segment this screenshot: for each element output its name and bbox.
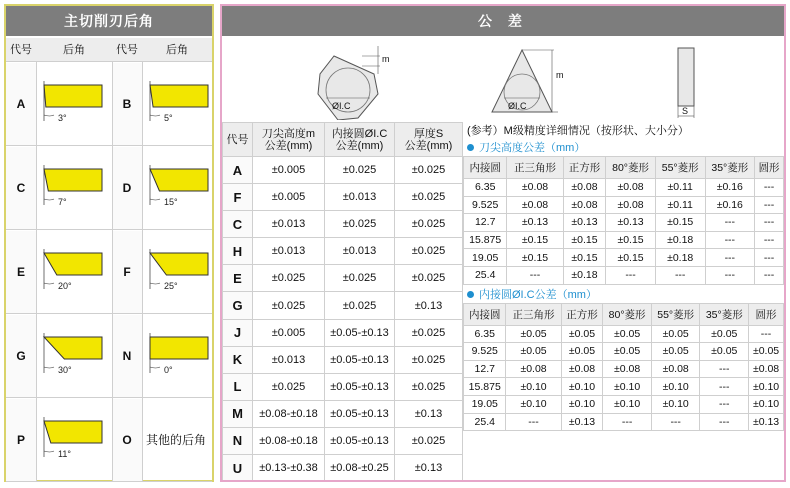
reference-row (464, 343, 784, 361)
reference-cell: --- (700, 395, 749, 413)
clearance-code: A (6, 63, 36, 145)
reference-cell: ±0.18 (563, 266, 606, 284)
clearance-diagram-right-2 (142, 231, 218, 314)
clearance-angle-title: 主切削刃后角 (6, 6, 212, 36)
reference-cell: --- (651, 413, 700, 431)
reference-cell: ±0.13 (507, 214, 563, 232)
clearance-angle-value: 3° (58, 113, 67, 123)
header-angle-2: 后角 (166, 44, 188, 56)
reference-cell: ±0.10 (506, 395, 561, 413)
reference-cell: ±0.08 (651, 360, 700, 378)
reference-cell: 9.525 (464, 196, 507, 214)
reference-cell: --- (700, 413, 749, 431)
reference-row (464, 413, 784, 431)
reference-cell: --- (755, 179, 784, 197)
tip-height-subtitle-text: 刀尖高度公差（mm） (479, 142, 586, 154)
reference-cell: 25.4 (464, 413, 506, 431)
reference-header-cell: 正三角形 (506, 303, 561, 325)
reference-cell: ±0.05 (561, 325, 603, 343)
tolerance-code-cell: J (223, 319, 253, 346)
reference-row (464, 179, 784, 197)
reference-cell: ±0.18 (655, 249, 705, 267)
tolerance-row (223, 400, 463, 427)
reference-row (464, 196, 784, 214)
diagram-m-label-1: m (382, 54, 390, 64)
clearance-code: F (112, 231, 142, 313)
reference-cell: ±0.08 (606, 196, 656, 214)
reference-cell: ±0.10 (603, 378, 652, 396)
tolerance-code-cell: F (223, 184, 253, 211)
tolerance-value-cell: ±0.025 (395, 427, 463, 454)
tolerance-value-cell: ±0.013 (325, 184, 395, 211)
reference-row (464, 266, 784, 284)
tolerance-value-cell: ±0.025 (325, 292, 395, 319)
tolerance-code-cell: E (223, 265, 253, 292)
clearance-diagram-right-3 (142, 315, 218, 398)
clearance-angle-value: 7° (58, 197, 67, 207)
reference-cell: --- (507, 266, 563, 284)
reference-cell: ±0.08 (603, 360, 652, 378)
tolerance-value-cell: ±0.013 (253, 238, 325, 265)
tolerance-value-cell: ±0.05-±0.13 (325, 319, 395, 346)
reference-header-cell: 内接圆 (464, 157, 507, 179)
tolerance-value-cell: ±0.025 (395, 184, 463, 211)
tolerance-value-cell: ±0.025 (395, 373, 463, 400)
reference-cell: 12.7 (464, 360, 506, 378)
reference-cell: --- (755, 231, 784, 249)
reference-cell: ±0.05 (603, 343, 652, 361)
reference-cell: 15.875 (464, 378, 506, 396)
reference-cell: ±0.08 (606, 179, 656, 197)
tolerance-diagrams (222, 38, 784, 120)
reference-header-cell: 内接圆 (464, 303, 506, 325)
diagram-m-label-2: m (556, 70, 564, 80)
reference-cell: 12.7 (464, 214, 507, 232)
reference-cell: ±0.11 (655, 196, 705, 214)
reference-header-cell: 80°菱形 (603, 303, 652, 325)
reference-cell: --- (700, 360, 749, 378)
reference-cell: ±0.05 (603, 325, 652, 343)
tip-height-subtitle (463, 140, 784, 156)
reference-row (464, 249, 784, 267)
reference-cell: ±0.15 (606, 249, 656, 267)
reference-cell: --- (705, 266, 755, 284)
tolerance-row (223, 319, 463, 346)
tolerance-value-cell: ±0.025 (395, 346, 463, 373)
reference-cell: ±0.08 (507, 196, 563, 214)
reference-cell: ±0.16 (705, 179, 755, 197)
reference-cell: ±0.08 (563, 179, 606, 197)
ic-subtitle (463, 287, 784, 303)
tolerance-header-cell: 内接圆ØI.C 公差(mm) (325, 123, 395, 157)
tolerance-code-cell: G (223, 292, 253, 319)
reference-cell: ±0.16 (705, 196, 755, 214)
tolerance-value-cell: ±0.025 (253, 373, 325, 400)
tip-height-table (463, 156, 784, 285)
reference-cell: --- (749, 325, 784, 343)
other-clearance-text: 其他的后角 (146, 433, 207, 447)
reference-header-cell: 55°菱形 (651, 303, 700, 325)
clearance-code: N (112, 315, 142, 397)
tolerance-value-cell: ±0.025 (325, 211, 395, 238)
reference-cell: ±0.13 (563, 214, 606, 232)
tolerance-value-cell: ±0.08-±0.25 (325, 455, 395, 482)
clearance-code: O (112, 399, 142, 481)
clearance-angle-value: 0° (164, 365, 173, 375)
reference-header-cell: 圆形 (749, 303, 784, 325)
tolerance-value-cell: ±0.025 (395, 319, 463, 346)
tolerance-row (223, 346, 463, 373)
tolerance-header-cell: 代号 (223, 123, 253, 157)
tolerance-code-cell: H (223, 238, 253, 265)
clearance-diagram-left-2 (36, 231, 112, 314)
reference-row (464, 378, 784, 396)
reference-cell: ±0.10 (749, 378, 784, 396)
reference-cell: ±0.05 (506, 325, 561, 343)
ic-subtitle-text: 内接圆ØI.C公差（mm） (479, 288, 597, 301)
reference-header-cell: 正方形 (561, 303, 603, 325)
tolerance-header-cell: 厚度S 公差(mm) (395, 123, 463, 157)
clearance-code: B (112, 63, 142, 145)
tolerance-value-cell: ±0.013 (253, 211, 325, 238)
reference-cell: ±0.15 (655, 214, 705, 232)
clearance-angle-value: 5° (164, 113, 173, 123)
clearance-code: G (6, 315, 36, 397)
triangle-insert-diagram (492, 50, 564, 112)
reference-cell: 6.35 (464, 179, 507, 197)
reference-cell: 25.4 (464, 266, 507, 284)
reference-cell: --- (705, 249, 755, 267)
ic-table (463, 303, 784, 432)
tolerance-row (223, 265, 463, 292)
tolerance-value-cell: ±0.025 (395, 211, 463, 238)
clearance-diagram-left-3 (36, 315, 112, 398)
diagram-ic-label-2: ØI.C (508, 101, 527, 111)
reference-cell: ±0.15 (563, 231, 606, 249)
clearance-angle-value: 11° (58, 449, 71, 459)
tolerance-table (222, 122, 463, 482)
reference-cell: --- (755, 196, 784, 214)
reference-header-cell: 圆形 (755, 157, 784, 179)
reference-cell: ±0.10 (651, 378, 700, 396)
reference-row (464, 395, 784, 413)
tolerance-code-cell: N (223, 427, 253, 454)
tolerance-value-cell: ±0.025 (395, 157, 463, 184)
reference-cell: 15.875 (464, 231, 507, 249)
tolerance-value-cell: ±0.005 (253, 184, 325, 211)
reference-cell: ±0.13 (749, 413, 784, 431)
reference-cell: ±0.05 (749, 343, 784, 361)
m-class-reference (463, 122, 784, 431)
reference-cell: 6.35 (464, 325, 506, 343)
tolerance-value-cell: ±0.025 (325, 157, 395, 184)
reference-header-cell: 35°菱形 (705, 157, 755, 179)
reference-cell: ±0.13 (606, 214, 656, 232)
tolerance-value-cell: ±0.025 (395, 238, 463, 265)
clearance-diagram-left-1 (36, 147, 112, 230)
reference-cell: ±0.10 (506, 378, 561, 396)
tolerance-code-cell: L (223, 373, 253, 400)
tolerance-value-cell: ±0.13-±0.38 (253, 455, 325, 482)
reference-header-cell: 55°菱形 (655, 157, 705, 179)
tolerance-row (223, 455, 463, 482)
reference-cell: ±0.05 (651, 325, 700, 343)
tolerance-panel (220, 4, 786, 482)
bullet-icon (467, 144, 474, 151)
reference-cell: --- (755, 214, 784, 232)
clearance-angle-value: 15° (164, 197, 178, 207)
tolerance-value-cell: ±0.13 (395, 400, 463, 427)
reference-title: (参考）M级精度详细情况（按形状、大小分） (467, 125, 689, 137)
tolerance-value-cell: ±0.013 (253, 346, 325, 373)
reference-cell: --- (705, 214, 755, 232)
tolerance-code-cell: A (223, 157, 253, 184)
tolerance-row (223, 292, 463, 319)
tolerance-value-cell: ±0.08-±0.18 (253, 427, 325, 454)
tolerance-code-cell: K (223, 346, 253, 373)
reference-cell: ±0.05 (700, 343, 749, 361)
tolerance-value-cell: ±0.025 (253, 292, 325, 319)
header-code: 代号 (10, 44, 32, 56)
tolerance-row (223, 238, 463, 265)
tolerance-header-cell: 刀尖高度m 公差(mm) (253, 123, 325, 157)
tolerance-value-cell: ±0.05-±0.13 (325, 427, 395, 454)
reference-cell: --- (755, 266, 784, 284)
reference-cell: ±0.15 (563, 249, 606, 267)
reference-cell: ±0.08 (561, 360, 603, 378)
reference-cell: ±0.13 (561, 413, 603, 431)
reference-cell: --- (700, 378, 749, 396)
tolerance-value-cell: ±0.13 (395, 455, 463, 482)
tolerance-row (223, 427, 463, 454)
clearance-diagram-right-0 (142, 63, 218, 146)
tolerance-value-cell: ±0.05-±0.13 (325, 373, 395, 400)
clearance-code: P (6, 399, 36, 481)
reference-cell: ±0.05 (506, 343, 561, 361)
reference-header-cell: 35°菱形 (700, 303, 749, 325)
clearance-code: E (6, 231, 36, 313)
reference-cell: ±0.18 (655, 231, 705, 249)
reference-cell: 19.05 (464, 249, 507, 267)
tolerance-value-cell: ±0.025 (395, 265, 463, 292)
reference-header-cell: 80°菱形 (606, 157, 656, 179)
clearance-angle-value: 30° (58, 365, 72, 375)
tolerance-value-cell: ±0.13 (395, 292, 463, 319)
tolerance-value-cell: ±0.025 (253, 265, 325, 292)
diagram-s-label: S (682, 106, 689, 116)
tolerance-value-cell: ±0.05-±0.13 (325, 346, 395, 373)
tolerance-row (223, 184, 463, 211)
reference-cell: --- (705, 231, 755, 249)
reference-cell: --- (655, 266, 705, 284)
tolerance-value-cell: ±0.05-±0.13 (325, 400, 395, 427)
reference-cell: 9.525 (464, 343, 506, 361)
bullet-icon (467, 291, 474, 298)
tolerance-value-cell: ±0.005 (253, 319, 325, 346)
clearance-diagram-right-1 (142, 147, 218, 230)
clearance-angle-value: 20° (58, 281, 72, 291)
tolerance-row (223, 157, 463, 184)
tolerance-value-cell: ±0.013 (325, 238, 395, 265)
clearance-diagram-left-0 (36, 63, 112, 146)
tolerance-title: 公 差 (222, 6, 784, 36)
header-code-2: 代号 (116, 44, 138, 56)
reference-cell: ±0.10 (651, 395, 700, 413)
reference-header-cell: 正三角形 (507, 157, 563, 179)
reference-cell: ±0.05 (651, 343, 700, 361)
tolerance-row (223, 211, 463, 238)
reference-cell: --- (603, 413, 652, 431)
reference-cell: ±0.05 (700, 325, 749, 343)
reference-cell: ±0.15 (507, 249, 563, 267)
reference-cell: ±0.15 (507, 231, 563, 249)
tolerance-value-cell: ±0.005 (253, 157, 325, 184)
reference-cell: ±0.08 (507, 179, 563, 197)
header-angle: 后角 (63, 44, 85, 56)
reference-cell: ±0.05 (561, 343, 603, 361)
reference-cell: ±0.11 (655, 179, 705, 197)
clearance-angle-value: 25° (164, 281, 178, 291)
reference-cell: --- (606, 266, 656, 284)
reference-cell: ±0.15 (606, 231, 656, 249)
reference-cell: ±0.08 (749, 360, 784, 378)
tolerance-diagram-svg (222, 38, 784, 120)
diagram-ic-label-1: ØI.C (332, 101, 351, 111)
tolerance-value-cell: ±0.025 (325, 265, 395, 292)
reference-cell: --- (755, 249, 784, 267)
tolerance-value-cell: ±0.08-±0.18 (253, 400, 325, 427)
reference-cell: ±0.10 (603, 395, 652, 413)
tolerance-row (223, 373, 463, 400)
clearance-diagram-left-4 (36, 399, 112, 482)
reference-row (464, 325, 784, 343)
reference-cell: ±0.08 (563, 196, 606, 214)
reference-cell: ±0.08 (506, 360, 561, 378)
reference-cell: ±0.10 (749, 395, 784, 413)
trigon-insert-diagram (318, 46, 390, 120)
clearance-code: D (112, 147, 142, 229)
reference-cell: --- (506, 413, 561, 431)
clearance-angle-header (6, 38, 212, 62)
thickness-diagram (678, 48, 694, 118)
clearance-angle-panel (4, 4, 214, 482)
reference-row (464, 214, 784, 232)
reference-header-cell: 正方形 (563, 157, 606, 179)
reference-cell: ±0.10 (561, 395, 603, 413)
tolerance-code-cell: U (223, 455, 253, 482)
reference-row (464, 360, 784, 378)
reference-cell: 19.05 (464, 395, 506, 413)
tolerance-code-cell: M (223, 400, 253, 427)
reference-cell: ±0.10 (561, 378, 603, 396)
reference-row (464, 231, 784, 249)
clearance-code: C (6, 147, 36, 229)
tolerance-code-cell: C (223, 211, 253, 238)
